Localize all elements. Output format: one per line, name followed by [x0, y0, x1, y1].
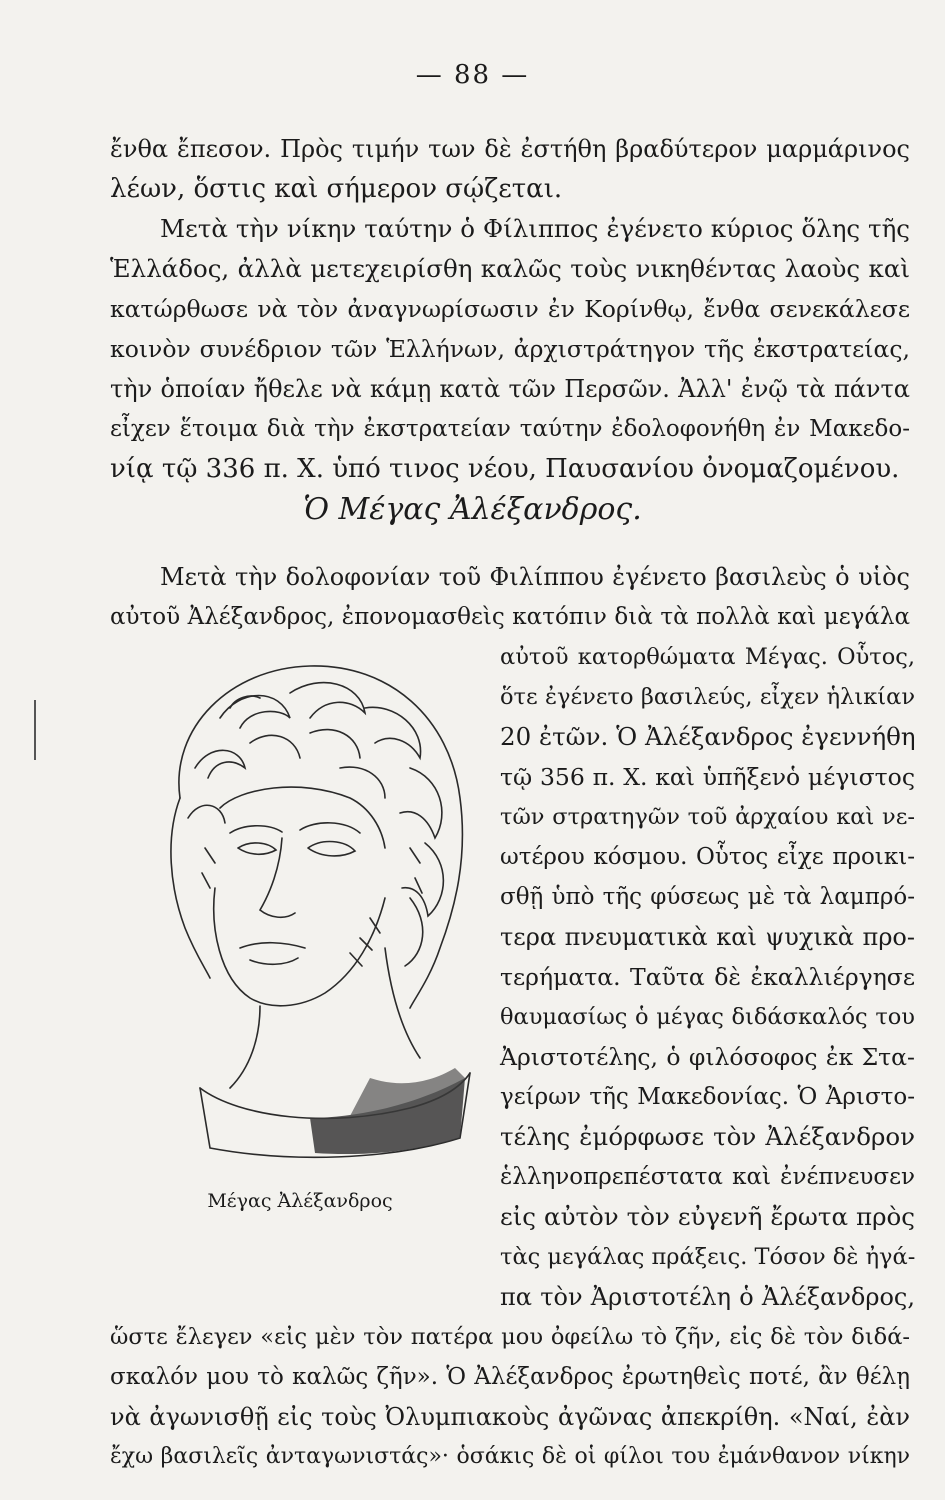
page-number: — 88 —: [415, 60, 530, 90]
paragraph-line: πα τὸν Ἀριστοτέλη ὁ Ἀλέξανδρος,: [500, 1283, 915, 1311]
paragraph-line: τερα πνευματικὰ καὶ ψυχικὰ προ-: [500, 923, 915, 951]
figure-caption: Μέγας Ἀλέξανδρος: [207, 1190, 393, 1212]
paragraph-line: Ἀριστοτέλης, ὁ φιλόσοφος ἐκ Στα-: [500, 1043, 915, 1071]
alexander-bust-icon: [110, 648, 490, 1178]
section-heading: Ὁ Μέγας Ἀλέξανδρος.: [303, 492, 642, 527]
paragraph-line: σκαλόν μου τὸ καλῶς ζῆν». Ὁ Ἀλέξανδρος ἐρωτηθεὶς ποτέ, ἂν θέλῃ: [110, 1364, 910, 1390]
paragraph-line: τὴν ὁποίαν ἤθελε νὰ κάμῃ κατὰ τῶν Περσῶν. Ἀλλ' ἐνῷ τὰ πάντα: [110, 375, 910, 403]
paragraph-line: τῷ 356 π. Χ. καὶ ὑπῆξενὁ μέγιστος: [500, 763, 915, 791]
paragraph-line: γείρων τῆς Μακεδονίας. Ὁ Ἀριστο-: [500, 1084, 915, 1110]
paragraph-line: τῶν στρατηγῶν τοῦ ἀρχαίου καὶ νε-: [500, 804, 915, 830]
paragraph-line: 20 ἐτῶν. Ὁ Ἀλέξανδρος ἐγεννήθη: [500, 722, 916, 751]
paragraph-line: τέλης ἐμόρφωσε τὸν Ἀλέξανδρον: [500, 1122, 915, 1151]
paragraph-line: τερήματα. Ταῦτα δὲ ἐκαλλιέργησε: [500, 963, 915, 991]
paragraph-line: κατώρθωσε νὰ τὸν ἀναγνωρίσωσιν ἐν Κορίνθῳ, ἔνθα σενεκάλεσε: [110, 295, 910, 323]
paragraph-line: εἶχεν ἕτοιμα διὰ τὴν ἐκστρατείαν ταύτην ἐδολοφονήθη ἐν Μακεδο-: [110, 416, 910, 442]
paragraph-line: θαυμασίως ὁ μέγας διδάσκαλός του: [500, 1004, 915, 1030]
paragraph-line: ωτέρου κόσμου. Οὗτος εἶχε προικι-: [500, 844, 915, 870]
paragraph-line: λέων, ὅστις καὶ σήμερον σῴζεται.: [110, 174, 563, 204]
paragraph-line: Ἑλλάδος, ἀλλὰ μετεχειρίσθη καλῶς τοὺς νικηθέντας λαοὺς καὶ: [110, 254, 910, 283]
paragraph-line: ἑλληνοπρεπέστατα καὶ ἐνέπνευσεν: [500, 1164, 915, 1190]
paragraph-line: Μετὰ τὴν νίκην ταύτην ὁ Φίλιππος ἐγένετο κύριος ὅλης τῆς: [160, 214, 910, 243]
paragraph-line: ὅτε ἐγένετο βασιλεύς, εἶχεν ἡλικίαν: [500, 684, 915, 710]
paragraph-line: τὰς μεγάλας πράξεις. Τόσον δὲ ἠγά-: [500, 1244, 916, 1270]
paragraph-line: ἔχω βασιλεῖς ἀνταγωνιστάς»· ὁσάκις δὲ οἱ φίλοι του ἐμάνθανον νίκην: [110, 1444, 910, 1469]
paragraph-line: ὥστε ἔλεγεν «εἰς μὲν τὸν πατέρα μου ὀφείλω τὸ ζῆν, εἰς δὲ τὸν διδά-: [110, 1324, 910, 1350]
paragraph-line: Μετὰ τὴν δολοφονίαν τοῦ Φιλίππου ἐγένετο βασιλεὺς ὁ υἱὸς: [160, 563, 910, 591]
paragraph-line: αὐτοῦ Ἀλέξανδρος, ἐπονομασθεὶς κατόπιν διὰ τὰ πολλὰ καὶ μεγάλα: [110, 604, 910, 630]
paragraph-line: σθῇ ὑπὸ τῆς φύσεως μὲ τὰ λαμπρό-: [500, 884, 915, 910]
paragraph-line: νὰ ἀγωνισθῇ εἰς τοὺς Ὀλυμπιακοὺς ἀγῶνας ἀπεκρίθη. «Ναί, ἐὰν: [110, 1403, 910, 1431]
paragraph-line: εἰς αὐτὸν τὸν εὐγενῆ ἔρωτα πρὸς: [500, 1202, 915, 1231]
paragraph-line: κοινὸν συνέδριον τῶν Ἑλλήνων, ἀρχιστράτηγον τῆς ἐκστρατείας,: [110, 335, 910, 363]
paragraph-line: νίᾳ τῷ 336 π. Χ. ὑπό τινος νέου, Παυσανίου ὀνομαζομένου.: [110, 454, 900, 484]
paragraph-line: ἔνθα ἔπεσον. Πρὸς τιμήν των δὲ ἐστήθη βραδύτερον μαρμάρινος: [110, 135, 910, 163]
paragraph-line: αὐτοῦ κατορθώματα Μέγας. Οὗτος,: [500, 644, 915, 670]
margin-mark: [34, 700, 36, 760]
